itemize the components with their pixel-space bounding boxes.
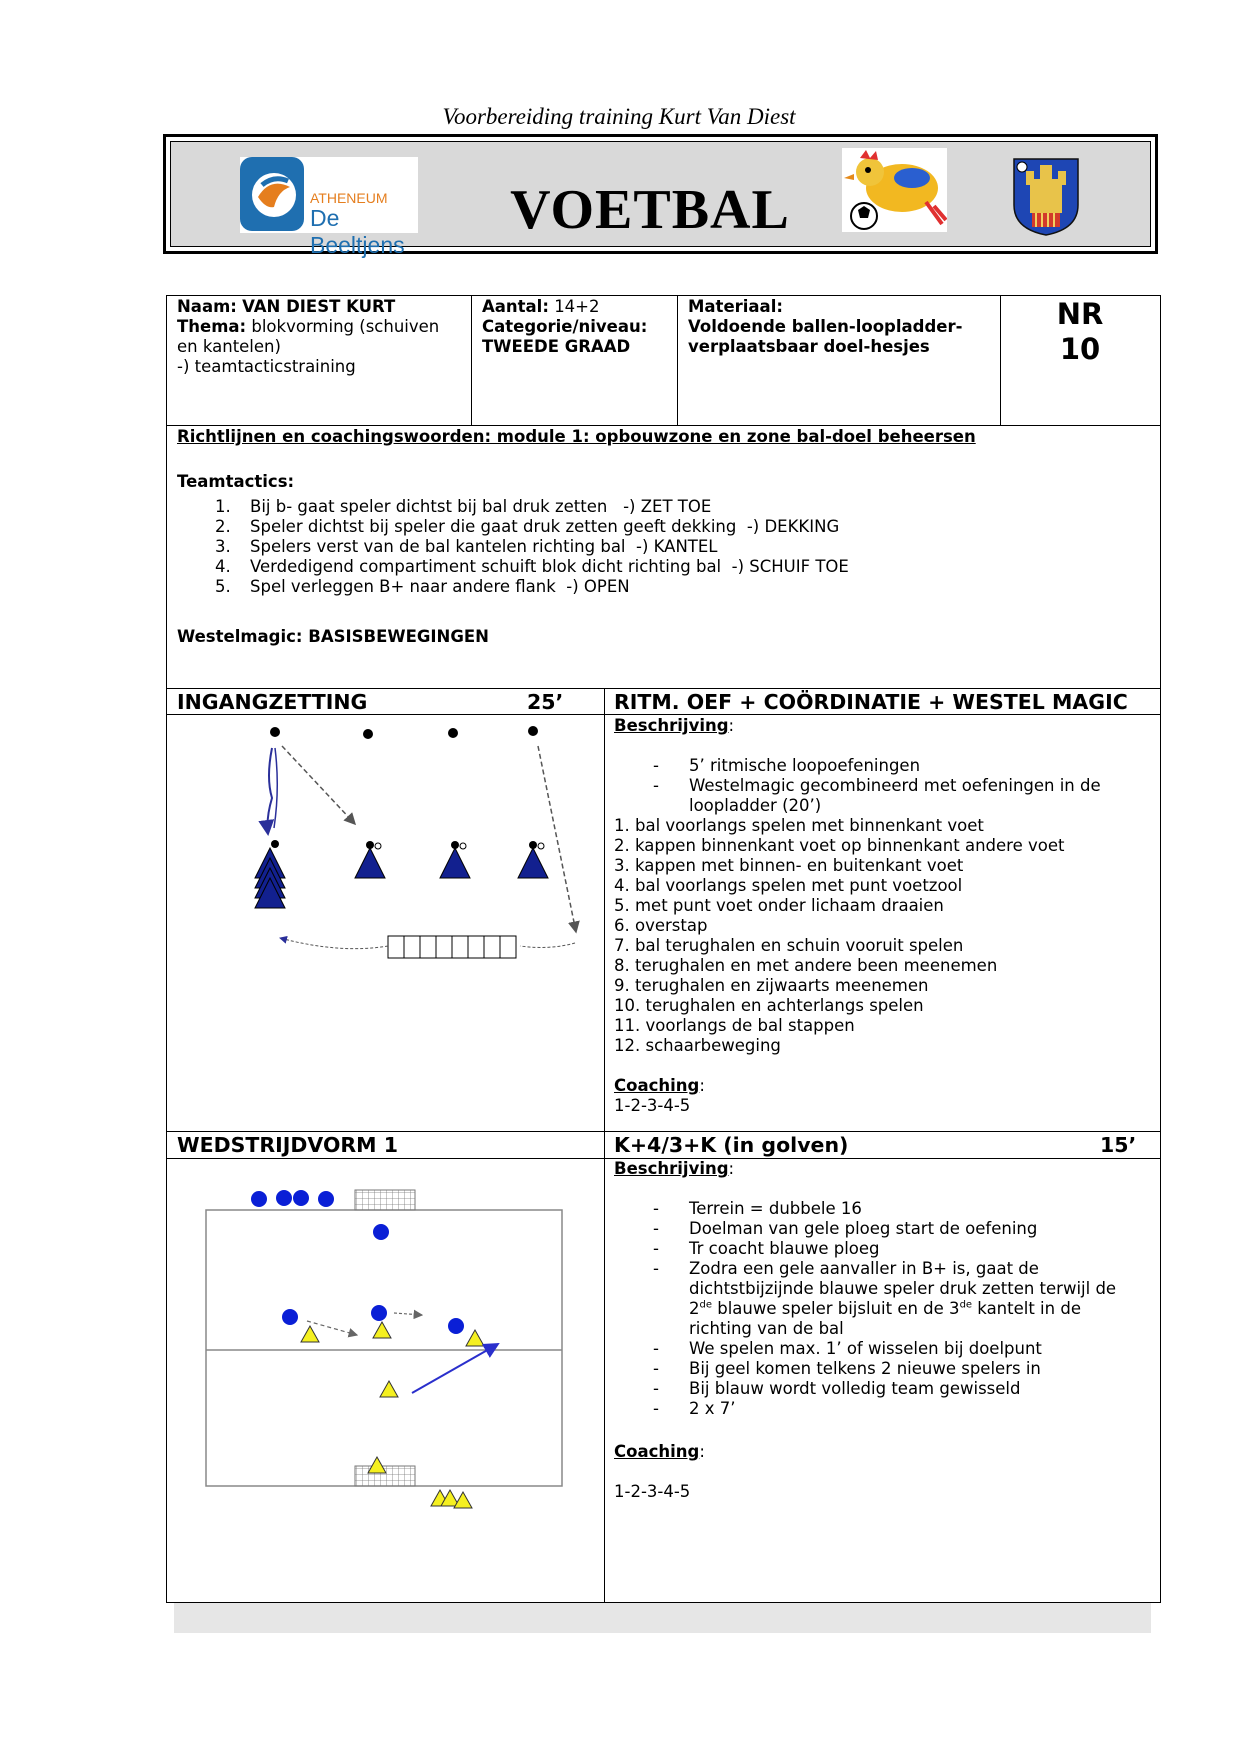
goal-top <box>355 1190 415 1210</box>
teamtactic-item <box>215 517 849 537</box>
school-logo-line2: De Beeltjens <box>310 205 405 258</box>
coaching-label: Coaching <box>614 1442 700 1461</box>
teamtactic-text: Verdedigend compartiment schuift blok dicht richting bal -) SCHUIF TOE <box>250 557 849 576</box>
info-divider-3 <box>1000 295 1001 425</box>
exercise-item: 3. kappen met binnen- en buitenkant voet <box>614 856 964 875</box>
section2-item4-line4: richting van de bal <box>689 1319 844 1338</box>
ingangzetting-diagram <box>220 718 600 968</box>
ordinal-2: 2 <box>689 1299 700 1318</box>
dash-item-2: Westelmagic gecombineerd met oefeningen in de <box>689 776 1101 795</box>
section1-left-title: INGANGZETTING <box>177 690 368 714</box>
categorie-label: Categorie/niveau: <box>482 317 648 336</box>
info-divider-2 <box>677 295 678 425</box>
section2-right-title: K+4/3+K (in golven) <box>614 1133 849 1157</box>
materiaal-label: Materiaal: <box>688 297 783 316</box>
cone <box>440 848 470 878</box>
section2-item: Zodra een gele aanvaller in B+ is, gaat de <box>689 1259 1039 1278</box>
section2-top <box>166 1131 1161 1132</box>
start-marker <box>528 726 538 736</box>
exercise-item: 4. bal voorlangs spelen met punt voetzool <box>614 876 963 895</box>
item4-line3-text-b: kantelt in de <box>972 1299 1081 1318</box>
thema-line-2: en kantelen) <box>177 337 281 356</box>
wedstrijdvorm-diagram <box>200 1180 580 1520</box>
teamtactic-item <box>215 537 849 557</box>
column-divider <box>604 688 605 1603</box>
start-marker <box>270 727 280 737</box>
thema-value: blokvorming (schuiven <box>251 317 440 336</box>
aantal-line <box>482 297 600 317</box>
teamtactic-item <box>215 497 849 517</box>
table-border-left <box>166 295 167 1603</box>
beschrijving-label: Beschrijving <box>614 1159 729 1178</box>
school-logo-mark <box>240 157 304 231</box>
naam-line <box>177 297 395 317</box>
section2-beschrijving: Beschrijving: <box>614 1159 735 1178</box>
school-logo-line1: ATHENEUM <box>310 190 388 206</box>
teamtactic-text: Spelers verst van de bal kantelen richting bal -) KANTEL <box>250 537 718 556</box>
exercise-item: 8. terughalen en met andere been meenemen <box>614 956 998 975</box>
section2-item: Bij blauw wordt volledig team gewisseld <box>689 1379 1021 1398</box>
cone <box>355 848 385 878</box>
rooster-mascot-image <box>842 148 947 232</box>
pitch <box>206 1210 562 1486</box>
start-marker <box>448 728 458 738</box>
footer-bar <box>174 1603 1151 1633</box>
categorie-value: TWEEDE GRAAD <box>482 337 631 356</box>
dash-bullet: - <box>653 1239 659 1258</box>
section1-time: 25’ <box>527 690 564 714</box>
item4-line3-text-a: blauwe speler bijsluit en de 3 <box>712 1299 960 1318</box>
school-logo <box>240 157 418 258</box>
city-crest-image <box>1010 155 1082 237</box>
page-header-title: Voorbereiding training Kurt Van Diest <box>442 104 796 129</box>
teamtactic-text: Spel verleggen B+ naar andere flank -) OPEN <box>250 577 630 596</box>
section2-coaching-value: 1-2-3-4-5 <box>614 1482 691 1501</box>
section2-item: Tr coacht blauwe ploeg <box>689 1239 880 1258</box>
teamtactic-number: 1. <box>215 497 231 516</box>
coaching-label: Coaching <box>614 1076 700 1095</box>
dash-item-3: loopladder (20’) <box>689 796 822 815</box>
beschrijving-label: Beschrijving <box>614 716 729 735</box>
banner-title: VOETBAL <box>510 179 790 241</box>
exercise-item: 7. bal terughalen en schuin vooruit spelen <box>614 936 964 955</box>
section2-item: Doelman van gele ploeg start de oefening <box>689 1219 1038 1238</box>
section2-item: Terrein = dubbele 16 <box>689 1199 862 1218</box>
exercise-item: 10. terughalen en achterlangs spelen <box>614 996 924 1015</box>
dash-bullet: - <box>653 1399 659 1418</box>
thema-line <box>177 317 439 337</box>
section1-top <box>166 688 1161 689</box>
section1-beschrijving: Beschrijving: <box>614 716 735 735</box>
teamtactic-item <box>215 577 849 597</box>
section1-header-bottom <box>166 714 1161 715</box>
guidelines-heading: Richtlijnen en coachingswoorden: module 1: opbouwzone en zone bal-doel beheersen <box>177 427 976 446</box>
westelmagic-line: Westelmagic: BASISBEWEGINGEN <box>177 627 489 646</box>
cone-column <box>255 848 285 908</box>
section1-coaching-value: 1-2-3-4-5 <box>614 1096 691 1115</box>
teamtactics-label: Teamtactics: <box>177 472 295 491</box>
exercise-item: 2. kappen binnenkant voet op binnenkant andere voet <box>614 836 1065 855</box>
exercise-item: 6. overstap <box>614 916 708 935</box>
section2-coaching: Coaching: <box>614 1442 705 1461</box>
section2-left-title: WEDSTRIJDVORM 1 <box>177 1133 398 1157</box>
section2-item4-line3 <box>689 1299 1081 1319</box>
naam-value: VAN DIEST KURT <box>242 297 396 316</box>
exercise-list <box>614 816 1064 1056</box>
dash-bullet: - <box>653 1359 659 1378</box>
info-divider-1 <box>471 295 472 425</box>
section1-right-title: RITM. OEF + COÖRDINATIE + WESTEL MAGIC <box>614 690 1128 714</box>
ordinal-suffix: de <box>959 1299 973 1311</box>
dash-bullet: - <box>653 1199 659 1218</box>
section2-item: Bij geel komen telkens 2 nieuwe spelers in <box>689 1359 1041 1378</box>
cone <box>518 848 548 878</box>
nr-value: 10 <box>1059 332 1101 366</box>
section2-item4-line2: dichtstbijzijnde blauwe speler druk zetten terwijl de <box>689 1279 1117 1298</box>
dash-bullet: - <box>653 776 659 795</box>
teamtactics-list <box>215 497 849 597</box>
loopladder <box>388 936 516 958</box>
teamtactic-number: 3. <box>215 537 231 556</box>
teamtactic-text: Bij b- gaat speler dichtst bij bal druk zetten -) ZET TOE <box>250 497 712 516</box>
section2-time: 15’ <box>1100 1133 1137 1157</box>
exercise-item: 5. met punt voet onder lichaam draaien <box>614 896 944 915</box>
dash-bullet: - <box>653 1259 659 1278</box>
goal-bottom <box>355 1466 415 1486</box>
naam-label: Naam: <box>177 297 237 316</box>
exercise-item: 9. terughalen en zijwaarts meenemen <box>614 976 929 995</box>
exercise-item: 12. schaarbeweging <box>614 1036 781 1055</box>
teamtactic-number: 4. <box>215 557 231 576</box>
info-row-bottom <box>166 425 1161 426</box>
start-marker <box>363 729 373 739</box>
dash-bullet: - <box>653 1219 659 1238</box>
thema-label: Thema: <box>177 317 247 336</box>
dash-bullet: - <box>653 756 659 775</box>
table-border-top <box>166 295 1161 296</box>
exercise-item: 1. bal voorlangs spelen met binnenkant voet <box>614 816 984 835</box>
section2-item: We spelen max. 1’ of wisselen bij doelpunt <box>689 1339 1042 1358</box>
section1-coaching: Coaching: <box>614 1076 705 1095</box>
section2-item: 2 x 7’ <box>689 1399 736 1418</box>
materiaal-value-1: Voldoende ballen-loopladder- <box>688 317 963 336</box>
dash-bullet: - <box>653 1339 659 1358</box>
dash-item-1: 5’ ritmische loopoefeningen <box>689 756 921 775</box>
nr-label: NR <box>1056 297 1104 331</box>
dash-bullet: - <box>653 1379 659 1398</box>
exercise-item: 11. voorlangs de bal stappen <box>614 1016 855 1035</box>
materiaal-value-2: verplaatsbaar doel-hesjes <box>688 337 930 356</box>
table-border-right <box>1160 295 1161 1603</box>
teamtactic-item <box>215 557 849 577</box>
teamtactic-number: 5. <box>215 577 231 596</box>
thema-line-3: -) teamtacticstraining <box>177 357 356 376</box>
aantal-value: 14+2 <box>554 297 600 316</box>
aantal-label: Aantal: <box>482 297 549 316</box>
ordinal-suffix: de <box>699 1299 712 1311</box>
teamtactic-number: 2. <box>215 517 231 536</box>
teamtactic-text: Speler dichtst bij speler die gaat druk zetten geeft dekking -) DEKKING <box>250 517 840 536</box>
